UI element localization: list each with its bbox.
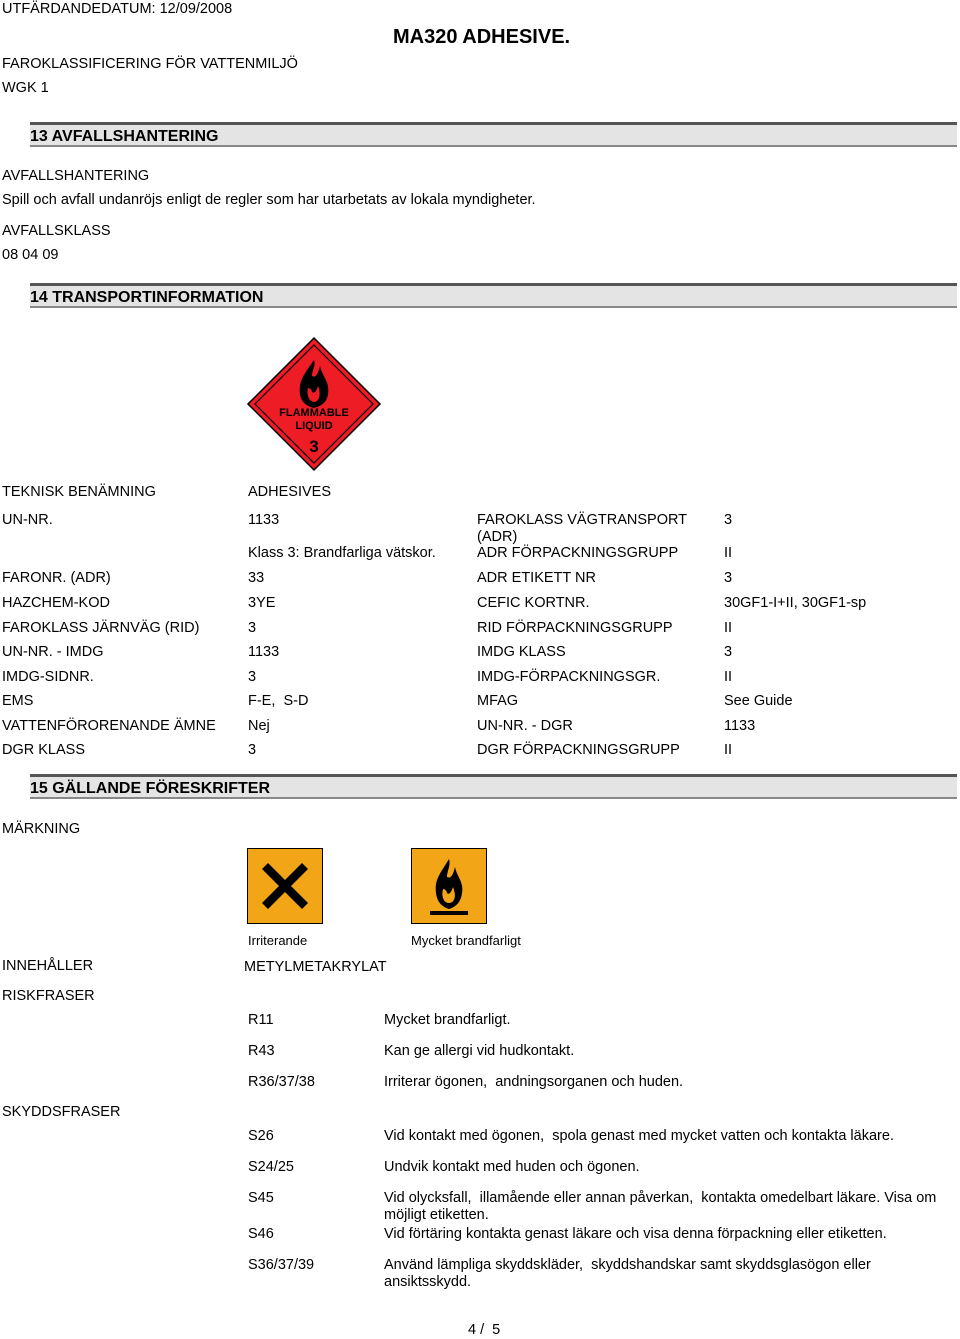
revision-date: UTFÄRDANDEDATUM: 12/09/2008: [2, 1, 233, 17]
transport-value: 3: [724, 512, 733, 528]
placard-text-2: LIQUID: [295, 420, 333, 432]
safety-text: Vid olycksfall, illamående eller annan påverkan, kontakta omedelbart läkare. Visa om möjligt etiketten.: [384, 1190, 941, 1223]
product-name: MA320 ADHESIVE.: [393, 26, 571, 48]
transport-label: FARONR. (ADR): [2, 570, 111, 586]
waste-class-value: 08 04 09: [2, 247, 59, 263]
tech-name-label: TEKNISK BENÄMNING: [2, 484, 156, 500]
transport-value: Klass 3: Brandfarliga vätskor.: [248, 545, 436, 561]
transport-value: II: [724, 669, 733, 685]
flame-shape: [412, 849, 486, 923]
section-13-title: 13 AVFALLSHANTERING: [30, 128, 219, 145]
transport-label: DGR KLASS: [2, 742, 85, 758]
flammable-liquid-placard: [246, 336, 382, 472]
transport-label: IMDG KLASS: [477, 644, 566, 660]
safety-code: S45: [248, 1190, 274, 1206]
flammable-caption: Mycket brandfarligt: [411, 933, 521, 948]
risk-text: Kan ge allergi vid hudkontakt.: [384, 1043, 575, 1059]
transport-label: IMDG-SIDNR.: [2, 669, 94, 685]
transport-label: CEFIC KORTNR.: [477, 595, 590, 611]
tech-name-value: ADHESIVES: [248, 484, 331, 500]
transport-label: FAROKLASS VÄGTRANSPORT: [477, 512, 688, 528]
section-13-header: [30, 122, 957, 147]
risk-phrases-label: RISKFRASER: [2, 988, 95, 1004]
placard-class-number: 3: [309, 437, 319, 456]
transport-label-cont: (ADR): [477, 529, 518, 545]
transport-label: ADR FÖRPACKNINGSGRUPP: [477, 545, 679, 561]
marking-label: MÄRKNING: [2, 821, 81, 837]
section-14-title: 14 TRANSPORTINFORMATION: [30, 289, 264, 306]
safety-code: S46: [248, 1226, 274, 1242]
transport-label: UN-NR.: [2, 512, 53, 528]
transport-value: 33: [248, 570, 265, 586]
section-15-title: 15 GÄLLANDE FÖRESKRIFTER: [30, 780, 271, 797]
transport-value: II: [724, 742, 733, 758]
transport-value: F-E, S-D: [248, 693, 309, 709]
risk-text: Mycket brandfarligt.: [384, 1012, 511, 1028]
section-15-header: [30, 774, 957, 799]
transport-value: II: [724, 620, 733, 636]
safety-text: Undvik kontakt med huden och ögonen.: [384, 1159, 640, 1175]
transport-label: MFAG: [477, 693, 519, 709]
safety-text: Vid kontakt med ögonen, spola genast med mycket vatten och kontakta läkare.: [384, 1128, 894, 1144]
irritant-x-icon: [247, 848, 323, 924]
contains-value: METYLMETAKRYLAT: [244, 959, 387, 975]
page-number: 4 / 5: [468, 1322, 501, 1338]
water-hazard-label: FAROKLASSIFICERING FÖR VATTENMILJÖ: [2, 56, 298, 72]
flame-icon: [411, 848, 487, 924]
risk-code: R11: [248, 1012, 274, 1028]
transport-value: 1133: [248, 512, 280, 528]
transport-value: 3: [248, 742, 257, 758]
waste-label: AVFALLSHANTERING: [2, 168, 150, 184]
transport-value: Nej: [248, 718, 270, 734]
transport-label: ADR ETIKETT NR: [477, 570, 596, 586]
transport-value: 1133: [248, 644, 280, 660]
transport-value: 3: [724, 644, 733, 660]
transport-value: 30GF1-I+II, 30GF1-sp: [724, 595, 867, 611]
placard-text-1: FLAMMABLE: [279, 407, 349, 419]
irritant-caption: Irriterande: [248, 933, 308, 948]
transport-value: 3: [248, 669, 257, 685]
safety-text: Vid förtäring kontakta genast läkare och visa denna förpackning eller etiketten.: [384, 1226, 887, 1242]
section-14-header: [30, 283, 957, 308]
irritant-x-shape: [248, 849, 322, 923]
risk-code: R36/37/38: [248, 1074, 315, 1090]
transport-value: II: [724, 545, 733, 561]
waste-class-label: AVFALLSKLASS: [2, 223, 111, 239]
safety-code: S24/25: [248, 1159, 294, 1175]
transport-label: IMDG-FÖRPACKNINGSGR.: [477, 669, 661, 685]
safety-text: Använd lämpliga skyddskläder, skyddshandskar samt skyddsglasögon eller ansiktsskydd.: [384, 1257, 875, 1290]
transport-label: VATTENFÖRORENANDE ÄMNE: [2, 718, 216, 734]
transport-value: See Guide: [724, 693, 793, 709]
safety-phrases-label: SKYDDSFRASER: [2, 1104, 121, 1120]
wgk-value: WGK 1: [2, 80, 49, 96]
risk-text: Irriterar ögonen, andningsorganen och huden.: [384, 1074, 684, 1090]
transport-label: FAROKLASS JÄRNVÄG (RID): [2, 620, 200, 636]
transport-label: UN-NR. - IMDG: [2, 644, 104, 660]
transport-value: 3: [248, 620, 257, 636]
transport-label: UN-NR. - DGR: [477, 718, 573, 734]
transport-value: 1133: [724, 718, 756, 734]
safety-code: S36/37/39: [248, 1257, 315, 1273]
transport-label: HAZCHEM-KOD: [2, 595, 110, 611]
contains-label: INNEHÅLLER: [2, 958, 94, 974]
transport-label: EMS: [2, 693, 34, 709]
waste-text: Spill och avfall undanröjs enligt de regler som har utarbetats av lokala myndigheter.: [2, 192, 536, 208]
risk-code: R43: [248, 1043, 275, 1059]
transport-value: 3YE: [248, 595, 276, 611]
transport-label: RID FÖRPACKNINGSGRUPP: [477, 620, 673, 636]
safety-code: S26: [248, 1128, 274, 1144]
transport-value: 3: [724, 570, 733, 586]
transport-label: DGR FÖRPACKNINGSGRUPP: [477, 742, 680, 758]
